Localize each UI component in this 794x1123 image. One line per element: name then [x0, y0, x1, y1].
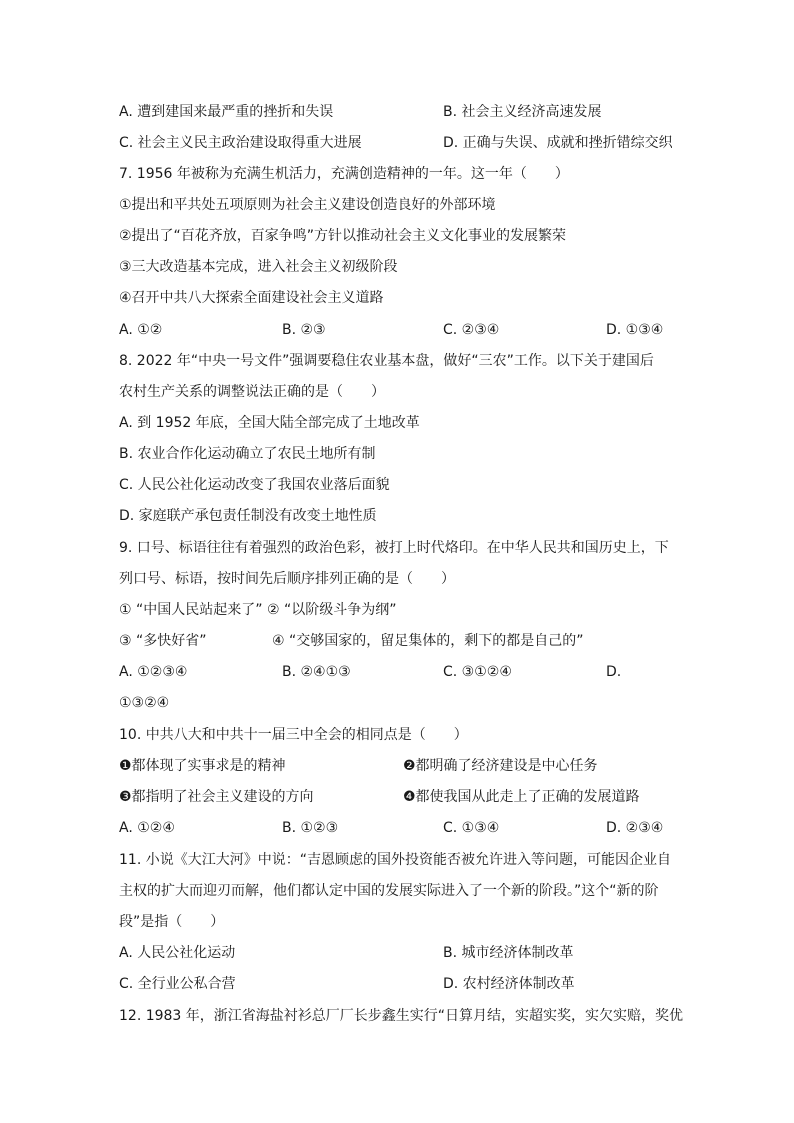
q9-item-3: ③ “多快好省”: [119, 633, 207, 649]
q6-option-a: A. 遭到建国来最严重的挫折和失误: [119, 104, 334, 120]
q8-option-d: D. 家庭联产承包责任制没有改变土地性质: [119, 508, 377, 524]
q10-stem: 10. 中共八大和中共十一届三中全会的相同点是（ ）: [119, 727, 468, 743]
q7-option-b: B. ②③: [282, 322, 326, 338]
q7-option-d: D. ①③④: [606, 322, 664, 338]
q10-option-d: D. ②③④: [606, 820, 664, 836]
q9-stem-line-2: 列口号、标语，按时间先后顺序排列正确的是（ ）: [119, 571, 455, 587]
q8-option-a: A. 到 1952 年底，全国大陆全部完成了土地改革: [119, 415, 420, 431]
q11-stem-line-2: 主权的扩大而迎刃而解，他们都认定中国的发展实际进入了一个新的阶段。”这个“新的阶: [119, 883, 659, 899]
q9-option-a: A. ①②③④: [119, 664, 188, 680]
q10-item-1: ❶都体现了实事求是的精神: [119, 758, 286, 774]
q9-item-4: ④ “交够国家的，留足集体的，剩下的都是自己的”: [272, 633, 584, 649]
q7-stem: 7. 1956 年被称为充满生机活力，充满创造精神的一年。这一年（ ）: [119, 166, 569, 182]
q9-option-d-continued: ①③②④: [119, 695, 170, 711]
q6-option-d: D. 正确与失误、成就和挫折错综交织: [443, 135, 673, 151]
q7-option-a: A. ①②: [119, 322, 163, 338]
q7-item-1: ①提出和平共处五项原则为社会主义建设创造良好的外部环境: [119, 197, 496, 213]
q10-item-4: ❹都使我国从此走上了正确的发展道路: [403, 789, 640, 805]
q9-items-line-1: ① “中国人民站起来了” ② “以阶级斗争为纲”: [119, 602, 397, 618]
q11-stem-line-1: 11. 小说《大江大河》中说：“吉恩顾虑的国外投资能否被允许进入等问题，可能因企业自: [119, 852, 671, 868]
q9-option-c: C. ③①②④: [443, 664, 512, 680]
q6-option-b: B. 社会主义经济高速发展: [443, 104, 602, 120]
q8-option-c: C. 人民公社化运动改变了我国农业落后面貌: [119, 477, 390, 493]
q7-option-c: C. ②③④: [443, 322, 500, 338]
q10-option-b: B. ①②③: [282, 820, 339, 836]
q11-stem-line-3: 段”是指（ ）: [119, 914, 225, 930]
q8-stem-line-1: 8. 2022 年“中央一号文件”强调要稳住农业基本盘，做好“三农”工作。以下关于建国后: [119, 353, 654, 369]
q7-item-4: ④召开中共八大探索全面建设社会主义道路: [119, 290, 384, 306]
q12-stem-line-1: 12. 1983 年，浙江省海盐衬衫总厂厂长步鑫生实行“日算月结，实超实奖，实欠实赔，奖优: [119, 1008, 684, 1024]
q11-option-a: A. 人民公社化运动: [119, 945, 236, 961]
q11-option-b: B. 城市经济体制改革: [443, 945, 574, 961]
q10-option-a: A. ①②④: [119, 820, 175, 836]
q10-item-2: ❷都明确了经济建设是中心任务: [403, 758, 598, 774]
q7-item-2: ②提出了“百花齐放，百家争鸣”方针以推动社会主义文化事业的发展繁荣: [119, 228, 567, 244]
q9-option-b: B. ②④①③: [282, 664, 351, 680]
q9-stem-line-1: 9. 口号、标语往往有着强烈的政治色彩，被打上时代烙印。在中华人民共和国历史上，下: [119, 540, 669, 556]
q8-stem-line-2: 农村生产关系的调整说法正确的是（ ）: [119, 384, 385, 400]
q11-option-d: D. 农村经济体制改革: [443, 976, 575, 992]
q9-option-d: D.: [606, 664, 622, 680]
q10-option-c: C. ①③④: [443, 820, 500, 836]
q11-option-c: C. 全行业公私合营: [119, 976, 236, 992]
q8-option-b: B. 农业合作化运动确立了农民土地所有制: [119, 446, 376, 462]
q7-item-3: ③三大改造基本完成，进入社会主义初级阶段: [119, 259, 398, 275]
q10-item-3: ❸都指明了社会主义建设的方向: [119, 789, 314, 805]
q6-option-c: C. 社会主义民主政治建设取得重大进展: [119, 135, 362, 151]
